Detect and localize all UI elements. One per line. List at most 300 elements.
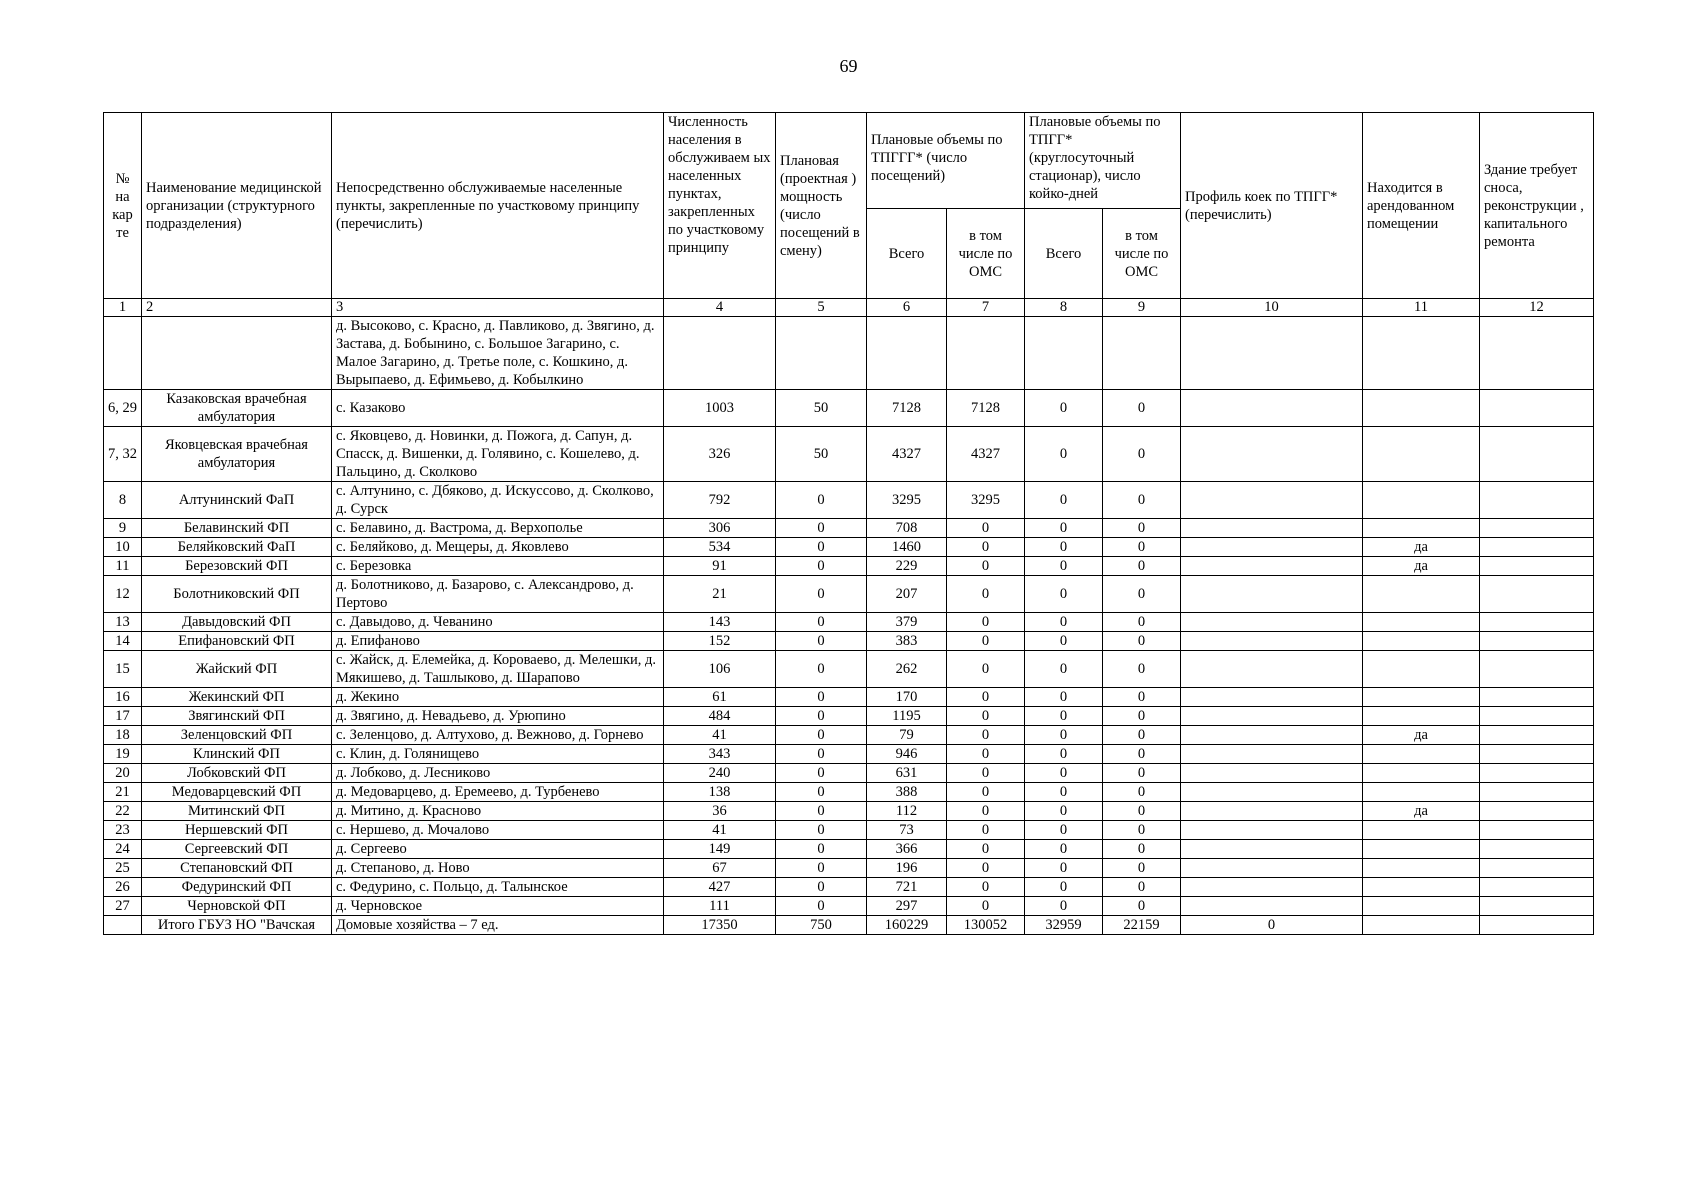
table-row — [104, 538, 1594, 557]
cell-capacity: 0 — [776, 688, 867, 707]
cell-population: 149 — [664, 840, 776, 859]
cell-map-number: 18 — [104, 726, 142, 745]
cell-bed-profile — [1181, 576, 1363, 613]
cell-visits-oms: 0 — [947, 764, 1025, 783]
column-number: 1 — [104, 299, 142, 317]
cell-rented: да — [1363, 557, 1480, 576]
cell-map-number: 17 — [104, 707, 142, 726]
header-rented: Находится в арендованном помещении — [1363, 113, 1480, 299]
cell-beddays-total: 0 — [1025, 613, 1103, 632]
cell-rented — [1363, 897, 1480, 916]
cell-capacity: 0 — [776, 613, 867, 632]
cell-beddays-oms: 22159 — [1103, 916, 1181, 935]
cell-visits-oms: 0 — [947, 651, 1025, 688]
cell-beddays-oms: 0 — [1103, 519, 1181, 538]
cell-visits-total: 73 — [867, 821, 947, 840]
table-row — [104, 764, 1594, 783]
cell-building-repair — [1480, 557, 1594, 576]
header-population: Численность населения в обслуживаем ых населенных пунктах, закрепленных по участковому принципу — [664, 113, 776, 299]
cell-beddays-total: 0 — [1025, 519, 1103, 538]
cell-visits-total: 112 — [867, 802, 947, 821]
cell-settlements: д. Черновское — [332, 897, 664, 916]
cell-bed-profile — [1181, 557, 1363, 576]
cell-visits-oms: 0 — [947, 802, 1025, 821]
column-number: 12 — [1480, 299, 1594, 317]
cell-settlements: д. Высоково, с. Красно, д. Павликово, д. Звягино, д. Застава, д. Бобынино, с. Большое Загарино, с. Малое Загарино, д. Третье поле, с. Кошкино, д. Вырыпаево, д. Ефимьево, д. Кобылкино — [332, 317, 664, 390]
cell-settlements: с. Белавино, д. Вастрома, д. Верхополье — [332, 519, 664, 538]
cell-building-repair — [1480, 482, 1594, 519]
cell-rented: да — [1363, 538, 1480, 557]
cell-map-number: 19 — [104, 745, 142, 764]
cell-organization-name: Лобковский ФП — [142, 764, 332, 783]
cell-settlements: с. Давыдово, д. Чеванино — [332, 613, 664, 632]
cell-beddays-oms: 0 — [1103, 688, 1181, 707]
cell-population: 21 — [664, 576, 776, 613]
cell-building-repair — [1480, 821, 1594, 840]
cell-beddays-oms — [1103, 317, 1181, 390]
cell-population: 41 — [664, 821, 776, 840]
cell-map-number: 22 — [104, 802, 142, 821]
cell-rented — [1363, 576, 1480, 613]
cell-bed-profile: 0 — [1181, 916, 1363, 935]
cell-building-repair — [1480, 390, 1594, 427]
cell-population: 240 — [664, 764, 776, 783]
cell-organization-name: Нершевский ФП — [142, 821, 332, 840]
cell-organization-name: Казаковская врачебная амбулатория — [142, 390, 332, 427]
cell-capacity: 0 — [776, 821, 867, 840]
header-visits-total: Всего — [867, 209, 947, 299]
cell-building-repair — [1480, 783, 1594, 802]
cell-map-number: 13 — [104, 613, 142, 632]
cell-beddays-total: 0 — [1025, 840, 1103, 859]
cell-building-repair — [1480, 726, 1594, 745]
cell-building-repair — [1480, 878, 1594, 897]
cell-visits-total: 196 — [867, 859, 947, 878]
cell-population: 67 — [664, 859, 776, 878]
table-row — [104, 783, 1594, 802]
table-body — [104, 317, 1594, 935]
cell-capacity: 0 — [776, 802, 867, 821]
cell-building-repair — [1480, 538, 1594, 557]
cell-bed-profile — [1181, 482, 1363, 519]
cell-beddays-total: 0 — [1025, 764, 1103, 783]
cell-capacity: 0 — [776, 519, 867, 538]
cell-map-number: 9 — [104, 519, 142, 538]
header-settlements: Непосредственно обслуживаемые населенные пункты, закрепленные по участковому принципу (перечислить) — [332, 113, 664, 299]
header-beddays-total: Всего — [1025, 209, 1103, 299]
cell-settlements: д. Болотниково, д. Базарово, с. Александрово, д. Пертово — [332, 576, 664, 613]
header-planned-bed-days: Плановые объемы по ТПГГ* (круглосуточный стационар), число койко-дней — [1025, 113, 1181, 209]
cell-bed-profile — [1181, 519, 1363, 538]
cell-bed-profile — [1181, 427, 1363, 482]
table-row — [104, 897, 1594, 916]
cell-beddays-oms: 0 — [1103, 557, 1181, 576]
table-row — [104, 613, 1594, 632]
cell-population: 306 — [664, 519, 776, 538]
cell-rented — [1363, 613, 1480, 632]
cell-organization-name: Жекинский ФП — [142, 688, 332, 707]
cell-visits-oms: 4327 — [947, 427, 1025, 482]
cell-settlements: с. Алтунино, с. Дбяково, д. Искуссово, д. Сколково, д. Сурск — [332, 482, 664, 519]
cell-map-number: 12 — [104, 576, 142, 613]
cell-bed-profile — [1181, 802, 1363, 821]
cell-building-repair — [1480, 897, 1594, 916]
cell-capacity: 0 — [776, 707, 867, 726]
cell-organization-name: Степановский ФП — [142, 859, 332, 878]
cell-bed-profile — [1181, 878, 1363, 897]
cell-beddays-total: 0 — [1025, 802, 1103, 821]
header-visits-oms: в том числе по ОМС — [947, 209, 1025, 299]
cell-building-repair — [1480, 317, 1594, 390]
cell-population: 106 — [664, 651, 776, 688]
table-row — [104, 557, 1594, 576]
cell-organization-name: Болотниковский ФП — [142, 576, 332, 613]
table-row — [104, 519, 1594, 538]
cell-building-repair — [1480, 632, 1594, 651]
cell-map-number: 26 — [104, 878, 142, 897]
cell-rented — [1363, 317, 1480, 390]
cell-rented — [1363, 783, 1480, 802]
cell-population: 41 — [664, 726, 776, 745]
cell-beddays-oms: 0 — [1103, 538, 1181, 557]
cell-beddays-oms: 0 — [1103, 859, 1181, 878]
cell-beddays-oms: 0 — [1103, 632, 1181, 651]
cell-organization-name: Зеленцовский ФП — [142, 726, 332, 745]
cell-rented: да — [1363, 726, 1480, 745]
cell-settlements: с. Жайск, д. Елемейка, д. Короваево, д. Мелешки, д. Мякишево, д. Ташлыково, д. Шарапово — [332, 651, 664, 688]
cell-settlements: Домовые хозяйства – 7 ед. — [332, 916, 664, 935]
cell-beddays-oms: 0 — [1103, 576, 1181, 613]
cell-organization-name: Березовский ФП — [142, 557, 332, 576]
cell-organization-name: Яковцевская врачебная амбулатория — [142, 427, 332, 482]
cell-population: 427 — [664, 878, 776, 897]
column-number: 7 — [947, 299, 1025, 317]
table-row — [104, 878, 1594, 897]
cell-visits-oms: 0 — [947, 576, 1025, 613]
cell-rented — [1363, 745, 1480, 764]
cell-map-number: 15 — [104, 651, 142, 688]
cell-map-number: 25 — [104, 859, 142, 878]
cell-building-repair — [1480, 802, 1594, 821]
cell-visits-total: 297 — [867, 897, 947, 916]
table-row — [104, 707, 1594, 726]
cell-visits-oms: 0 — [947, 840, 1025, 859]
cell-settlements: д. Лобково, д. Лесниково — [332, 764, 664, 783]
cell-beddays-oms: 0 — [1103, 651, 1181, 688]
cell-map-number: 23 — [104, 821, 142, 840]
cell-visits-total: 631 — [867, 764, 947, 783]
cell-population — [664, 317, 776, 390]
cell-organization-name: Федуринский ФП — [142, 878, 332, 897]
cell-organization-name: Беляйковский ФаП — [142, 538, 332, 557]
header-beddays-oms: в том числе по ОМС — [1103, 209, 1181, 299]
cell-beddays-total: 0 — [1025, 557, 1103, 576]
cell-beddays-total: 0 — [1025, 482, 1103, 519]
cell-population: 61 — [664, 688, 776, 707]
cell-rented — [1363, 390, 1480, 427]
cell-visits-total: 79 — [867, 726, 947, 745]
cell-capacity: 0 — [776, 840, 867, 859]
cell-rented — [1363, 427, 1480, 482]
cell-map-number: 6, 29 — [104, 390, 142, 427]
cell-map-number: 21 — [104, 783, 142, 802]
cell-population: 343 — [664, 745, 776, 764]
cell-visits-oms: 0 — [947, 557, 1025, 576]
cell-beddays-oms: 0 — [1103, 427, 1181, 482]
cell-population: 111 — [664, 897, 776, 916]
cell-building-repair — [1480, 427, 1594, 482]
cell-capacity: 0 — [776, 726, 867, 745]
table-row — [104, 821, 1594, 840]
cell-bed-profile — [1181, 764, 1363, 783]
column-number: 10 — [1181, 299, 1363, 317]
cell-beddays-total: 0 — [1025, 632, 1103, 651]
cell-beddays-total: 0 — [1025, 390, 1103, 427]
header-bed-profile: Профиль коек по ТПГГ* (перечислить) — [1181, 113, 1363, 299]
cell-bed-profile — [1181, 317, 1363, 390]
cell-map-number: 10 — [104, 538, 142, 557]
cell-settlements: д. Митино, д. Красново — [332, 802, 664, 821]
cell-map-number: 16 — [104, 688, 142, 707]
cell-beddays-total: 0 — [1025, 745, 1103, 764]
cell-beddays-oms: 0 — [1103, 897, 1181, 916]
cell-visits-total: 708 — [867, 519, 947, 538]
cell-capacity: 0 — [776, 482, 867, 519]
cell-beddays-total: 0 — [1025, 897, 1103, 916]
cell-organization-name: Митинский ФП — [142, 802, 332, 821]
cell-organization-name: Жайский ФП — [142, 651, 332, 688]
cell-map-number: 24 — [104, 840, 142, 859]
cell-building-repair — [1480, 519, 1594, 538]
cell-rented — [1363, 688, 1480, 707]
cell-building-repair — [1480, 764, 1594, 783]
cell-building-repair — [1480, 859, 1594, 878]
cell-rented — [1363, 916, 1480, 935]
cell-capacity: 50 — [776, 390, 867, 427]
cell-beddays-total: 0 — [1025, 878, 1103, 897]
cell-organization-name: Сергеевский ФП — [142, 840, 332, 859]
cell-bed-profile — [1181, 897, 1363, 916]
cell-settlements: д. Степаново, д. Ново — [332, 859, 664, 878]
cell-beddays-oms: 0 — [1103, 707, 1181, 726]
cell-beddays-total: 0 — [1025, 707, 1103, 726]
cell-beddays-oms: 0 — [1103, 390, 1181, 427]
cell-beddays-total: 0 — [1025, 576, 1103, 613]
cell-capacity: 750 — [776, 916, 867, 935]
cell-organization-name: Медоварцевский ФП — [142, 783, 332, 802]
cell-visits-oms: 0 — [947, 726, 1025, 745]
cell-visits-total: 7128 — [867, 390, 947, 427]
cell-beddays-total: 0 — [1025, 427, 1103, 482]
cell-capacity: 0 — [776, 764, 867, 783]
cell-beddays-total: 0 — [1025, 651, 1103, 688]
table-row — [104, 802, 1594, 821]
cell-bed-profile — [1181, 707, 1363, 726]
cell-building-repair — [1480, 576, 1594, 613]
cell-settlements: д. Звягино, д. Невадьево, д. Урюпино — [332, 707, 664, 726]
column-number: 3 — [332, 299, 664, 317]
header-building-repair: Здание требует сноса, реконструкции , капитального ремонта — [1480, 113, 1594, 299]
table-row — [104, 745, 1594, 764]
column-number: 9 — [1103, 299, 1181, 317]
cell-visits-oms: 0 — [947, 707, 1025, 726]
column-numbers-row — [104, 299, 1594, 317]
cell-settlements: с. Клин, д. Голянищево — [332, 745, 664, 764]
cell-settlements: с. Нершево, д. Мочалово — [332, 821, 664, 840]
cell-settlements: д. Медоварцево, д. Еремеево, д. Турбенево — [332, 783, 664, 802]
cell-visits-total: 388 — [867, 783, 947, 802]
column-number: 11 — [1363, 299, 1480, 317]
cell-organization-name: Звягинский ФП — [142, 707, 332, 726]
table-row — [104, 651, 1594, 688]
cell-capacity: 0 — [776, 576, 867, 613]
cell-visits-oms: 0 — [947, 897, 1025, 916]
cell-population: 326 — [664, 427, 776, 482]
cell-beddays-oms: 0 — [1103, 783, 1181, 802]
cell-population: 36 — [664, 802, 776, 821]
cell-bed-profile — [1181, 651, 1363, 688]
cell-rented — [1363, 840, 1480, 859]
table-row — [104, 427, 1594, 482]
cell-population: 138 — [664, 783, 776, 802]
cell-visits-oms: 0 — [947, 783, 1025, 802]
cell-rented: да — [1363, 802, 1480, 821]
cell-rented — [1363, 821, 1480, 840]
cell-bed-profile — [1181, 859, 1363, 878]
cell-settlements: с. Березовка — [332, 557, 664, 576]
cell-visits-oms: 130052 — [947, 916, 1025, 935]
cell-visits-total: 1195 — [867, 707, 947, 726]
cell-map-number: 27 — [104, 897, 142, 916]
cell-map-number: 8 — [104, 482, 142, 519]
cell-bed-profile — [1181, 821, 1363, 840]
column-number: 2 — [142, 299, 332, 317]
cell-organization-name: Клинский ФП — [142, 745, 332, 764]
header-planned-visits: Плановые объемы по ТПГГГ* (число посещений) — [867, 113, 1025, 209]
cell-building-repair — [1480, 688, 1594, 707]
cell-capacity: 50 — [776, 427, 867, 482]
cell-organization-name: Алтунинский ФаП — [142, 482, 332, 519]
cell-building-repair — [1480, 840, 1594, 859]
cell-settlements: д. Сергеево — [332, 840, 664, 859]
column-number: 8 — [1025, 299, 1103, 317]
header-map-number: № на кар те — [104, 113, 142, 299]
header-organization-name: Наименование медицинской организации (структурного подразделения) — [142, 113, 332, 299]
cell-visits-total: 1460 — [867, 538, 947, 557]
cell-visits-oms: 0 — [947, 613, 1025, 632]
medical-organizations-table — [103, 112, 1594, 935]
cell-rented — [1363, 632, 1480, 651]
cell-bed-profile — [1181, 688, 1363, 707]
cell-visits-oms: 0 — [947, 688, 1025, 707]
cell-map-number: 7, 32 — [104, 427, 142, 482]
cell-rented — [1363, 764, 1480, 783]
cell-building-repair — [1480, 707, 1594, 726]
cell-rented — [1363, 482, 1480, 519]
cell-visits-oms: 0 — [947, 632, 1025, 651]
cell-population: 17350 — [664, 916, 776, 935]
cell-beddays-oms: 0 — [1103, 745, 1181, 764]
cell-map-number: 11 — [104, 557, 142, 576]
table-row — [104, 840, 1594, 859]
cell-beddays-total: 0 — [1025, 538, 1103, 557]
cell-beddays-oms: 0 — [1103, 764, 1181, 783]
cell-building-repair — [1480, 745, 1594, 764]
cell-organization-name: Белавинский ФП — [142, 519, 332, 538]
column-number: 4 — [664, 299, 776, 317]
cell-capacity: 0 — [776, 878, 867, 897]
table-row — [104, 576, 1594, 613]
table-row — [104, 390, 1594, 427]
cell-capacity: 0 — [776, 538, 867, 557]
cell-beddays-oms: 0 — [1103, 613, 1181, 632]
table-row — [104, 482, 1594, 519]
cell-visits-total: 379 — [867, 613, 947, 632]
header-capacity: Плановая (проектная ) мощность (число посещений в смену) — [776, 113, 867, 299]
cell-rented — [1363, 878, 1480, 897]
cell-visits-total: 366 — [867, 840, 947, 859]
table-row — [104, 859, 1594, 878]
cell-visits-oms: 0 — [947, 821, 1025, 840]
cell-settlements: д. Жекино — [332, 688, 664, 707]
cell-visits-total: 160229 — [867, 916, 947, 935]
cell-organization-name: Давыдовский ФП — [142, 613, 332, 632]
cell-visits-total: 946 — [867, 745, 947, 764]
cell-bed-profile — [1181, 538, 1363, 557]
cell-beddays-oms: 0 — [1103, 802, 1181, 821]
cell-settlements: с. Федурино, с. Польцо, д. Талынское — [332, 878, 664, 897]
cell-capacity: 0 — [776, 859, 867, 878]
cell-map-number: 20 — [104, 764, 142, 783]
cell-beddays-total: 0 — [1025, 726, 1103, 745]
column-number: 6 — [867, 299, 947, 317]
cell-visits-oms: 0 — [947, 745, 1025, 764]
cell-beddays-total: 0 — [1025, 688, 1103, 707]
cell-settlements: д. Епифаново — [332, 632, 664, 651]
cell-beddays-total: 0 — [1025, 783, 1103, 802]
table-row — [104, 688, 1594, 707]
cell-rented — [1363, 651, 1480, 688]
cell-organization-name: Епифановский ФП — [142, 632, 332, 651]
table-row — [104, 726, 1594, 745]
cell-visits-oms — [947, 317, 1025, 390]
cell-population: 91 — [664, 557, 776, 576]
cell-capacity: 0 — [776, 557, 867, 576]
cell-bed-profile — [1181, 840, 1363, 859]
cell-settlements: с. Яковцево, д. Новинки, д. Пожога, д. Сапун, д. Спасск, д. Вишенки, д. Голявино, с. Кошелево, д. Пальцино, д. Сколково — [332, 427, 664, 482]
cell-population: 1003 — [664, 390, 776, 427]
cell-visits-total: 170 — [867, 688, 947, 707]
cell-capacity: 0 — [776, 632, 867, 651]
cell-capacity — [776, 317, 867, 390]
page-number: 69 — [839, 56, 858, 76]
cell-visits-total: 4327 — [867, 427, 947, 482]
table-row — [104, 317, 1594, 390]
cell-map-number: 14 — [104, 632, 142, 651]
cell-map-number — [104, 916, 142, 935]
table-row — [104, 632, 1594, 651]
cell-beddays-oms: 0 — [1103, 482, 1181, 519]
cell-settlements: с. Беляйково, д. Мещеры, д. Яковлево — [332, 538, 664, 557]
cell-visits-oms: 7128 — [947, 390, 1025, 427]
cell-visits-total: 229 — [867, 557, 947, 576]
cell-bed-profile — [1181, 613, 1363, 632]
cell-organization-name — [142, 317, 332, 390]
cell-visits-oms: 0 — [947, 538, 1025, 557]
cell-beddays-oms: 0 — [1103, 840, 1181, 859]
cell-visits-total: 383 — [867, 632, 947, 651]
cell-rented — [1363, 859, 1480, 878]
